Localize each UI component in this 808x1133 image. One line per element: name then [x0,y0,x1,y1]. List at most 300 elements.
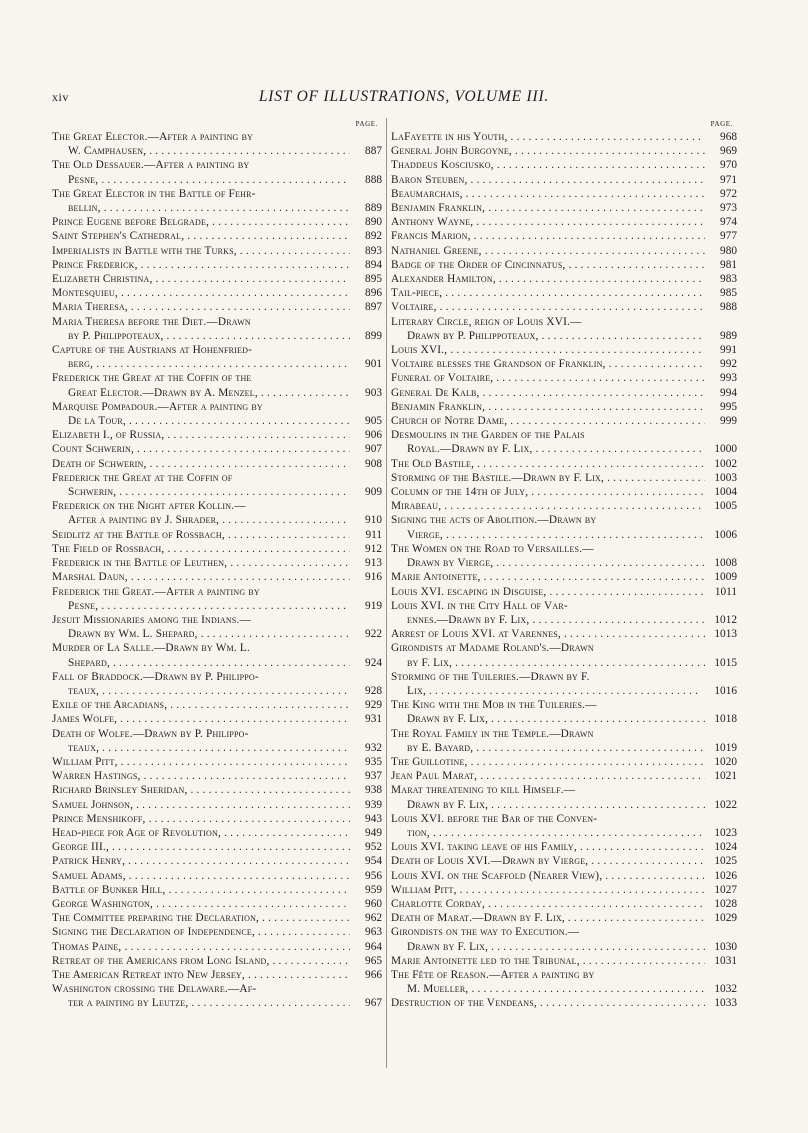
entry-title [52,499,350,527]
entry-page-number: 922 [365,628,382,641]
entry-page-number: 924 [365,656,382,669]
entry-line: berg, . . . [52,357,350,371]
entry-page-number: 1019 [714,741,737,754]
page-title: LIST OF ILLUSTRATIONS, VOLUME III. [258,88,550,105]
entry-line: Drawn by F. Lix, . . . [391,798,705,812]
list-item [391,187,737,201]
entry-line: The Committee preparing the Declaration, . . . [52,911,350,925]
list-item [52,272,382,286]
entry-title [52,130,350,158]
entry-page-number: 1031 [714,954,737,967]
list-item [391,968,737,996]
entry-page-number: 892 [365,230,382,243]
list-item [52,315,382,343]
entry-title [391,428,705,456]
entry-page-number: 973 [720,202,737,215]
entry-line: Murder of La Salle.—Drawn by Wm. L. [52,642,251,655]
entry-page-number: 970 [720,159,737,172]
entry-line: The Old Bastile, . . . [391,457,705,471]
entry-page-number: 959 [365,883,382,896]
list-item [391,130,737,144]
entry-page-number: 1028 [714,897,737,910]
list-item [52,158,382,186]
entry-title [52,783,350,797]
entry-title [391,769,705,783]
list-item [52,187,382,215]
entry-line: The Fête of Reason.—After a painting by [391,968,595,981]
list-item [52,954,382,968]
entry-line: George Washington, . . . [52,897,350,911]
entry-page-number: 983 [720,273,737,286]
entry-line: Prince Frederick, . . . [52,258,350,272]
entry-line: Thaddeus Kosciusko, . . . [391,158,705,172]
entry-line: The Guillotine, . . . [391,755,705,769]
entry-line: Marat threatening to kill Himself.— [391,784,576,797]
entry-page-number: 1006 [714,528,737,541]
entry-line: by E. Bayard, . . . [391,741,705,755]
entry-line: Louis XVI. taking leave of his Family, . . . [391,840,705,854]
list-item [52,258,382,272]
entry-page-number: 991 [720,344,737,357]
entry-page-number: 890 [365,216,382,229]
entry-page-number: 1020 [714,755,737,768]
entry-title [391,343,705,357]
list-item [391,996,737,1010]
entry-line: Pesne, . . . [52,599,350,613]
list-item [391,854,737,868]
entry-page-number: 1023 [714,826,737,839]
entry-line: Exile of the Arcadians, . . . [52,698,350,712]
list-item [52,670,382,698]
entry-page-number: 911 [365,528,382,541]
entry-title [52,940,350,954]
entry-title [391,897,705,911]
list-item [52,229,382,243]
entry-title [391,954,705,968]
entry-line: Maria Theresa, . . . [52,300,350,314]
entry-line: Column of the 14th of July, . . . [391,485,705,499]
entry-title [52,840,350,854]
list-item [52,471,382,499]
list-item [391,727,737,755]
entry-title [391,286,705,300]
page-column-label: PAGE. [355,120,378,128]
list-item [391,670,737,698]
entry-title [52,641,350,669]
entry-line: The Royal Family in the Temple.—Drawn [391,727,594,740]
list-item [52,982,382,1010]
entry-title [52,670,350,698]
entry-page-number: 913 [365,557,382,570]
page-header [40,88,768,110]
entry-line: Louis XVI. before the Bar of the Conven- [391,812,598,825]
entry-page-number: 1025 [714,855,737,868]
entry-title [52,343,350,371]
entry-title [52,300,350,314]
entry-line: Louis XVI. in the City Hall of Var- [391,599,568,612]
entry-page-number: 907 [365,443,382,456]
entry-title [52,400,350,428]
entry-title [391,925,705,953]
list-item [391,357,737,371]
list-item [391,499,737,513]
list-item [52,244,382,258]
entry-line: Elizabeth I., of Russia, . . . [52,428,350,442]
entry-line: Anthony Wayne, . . . [391,215,705,229]
list-item [52,698,382,712]
entry-page-number: 993 [720,372,737,385]
list-item [52,542,382,556]
list-item [391,371,737,385]
entry-page-number: 974 [720,216,737,229]
page-column-label: PAGE. [710,120,733,128]
entry-line: Prince Eugene before Belgrade, . . . [52,215,350,229]
entry-page-number: 1016 [714,684,737,697]
entry-title [52,585,350,613]
entry-title [52,570,350,584]
list-item [52,840,382,854]
entry-title [52,371,350,399]
entry-title [52,698,350,712]
entry-title [391,229,705,243]
entry-line: Louis XVI., . . . [391,343,705,357]
list-item [52,812,382,826]
list-item [52,783,382,797]
entry-page-number: 1005 [714,500,737,513]
entry-line: The King with the Mob in the Tuileries.— [391,699,597,712]
entry-line: The American Retreat into New Jersey, . . . [52,968,350,982]
list-item [391,201,737,215]
entry-page-number: 1029 [714,912,737,925]
list-item [52,613,382,641]
entry-line: Count Schwerin, . . . [52,442,350,456]
entry-page-number: 910 [365,514,382,527]
list-item [391,513,737,541]
list-item [52,371,382,399]
entry-title [391,414,705,428]
entry-line: The Old Dessauer.—After a painting by [52,159,250,172]
entry-title [391,201,705,215]
list-item [391,769,737,783]
list-item [391,840,737,854]
entry-title [391,698,705,726]
entry-line: William Pitt, . . . [391,883,705,897]
entry-title [52,158,350,186]
entry-line: Badge of the Order of Cincinnatus, . . . [391,258,705,272]
entry-line: Francis Marion, . . . [391,229,705,243]
entry-line: Church of Notre Dame, . . . [391,414,705,428]
entry-title [391,158,705,172]
entry-title [52,244,350,258]
list-item [52,442,382,456]
entry-title [391,670,705,698]
list-item [391,869,737,883]
entry-line: Louis XVI. escaping in Disguise, . . . [391,585,705,599]
entry-title [52,869,350,883]
list-item [52,286,382,300]
entry-title [52,812,350,826]
entry-title [391,471,705,485]
list-item [391,471,737,485]
entry-page-number: 980 [720,244,737,257]
entry-title [52,613,350,641]
entry-line: The Field of Rossbach, . . . [52,542,350,556]
entry-page-number: 1009 [714,571,737,584]
list-item [52,798,382,812]
entry-line: Charlotte Corday, . . . [391,897,705,911]
entry-line: Alexander Hamilton, . . . [391,272,705,286]
list-item [52,130,382,158]
entry-page-number: 905 [365,415,382,428]
entry-line: Death of Wolfe.—Drawn by P. Philippo- [52,727,249,740]
list-item [391,229,737,243]
entry-line: Prince Menshikoff, . . . [52,812,350,826]
list-item [391,570,737,584]
entry-title [52,755,350,769]
entry-line: Destruction of the Vendeans, . . . [391,996,705,1010]
list-item [52,585,382,613]
entry-line: tion, . . . [391,826,705,840]
list-item [52,769,382,783]
entry-line: Marie Antoinette led to the Tribunal, . . . [391,954,705,968]
entry-line: Saint Stephen's Cathedral, . . . [52,229,350,243]
list-item [52,528,382,542]
entry-line: Seidlitz at the Battle of Rossbach, . . . [52,528,350,542]
entry-page-number: 932 [365,741,382,754]
list-item [52,641,382,669]
entry-title [391,173,705,187]
list-item [391,542,737,570]
list-item [391,812,737,840]
entry-line: Mirabeau, . . . [391,499,705,513]
entry-line: Patrick Henry, . . . [52,854,350,868]
entry-line: General De Kalb, . . . [391,386,705,400]
list-item [391,883,737,897]
entry-page-number: 968 [720,131,737,143]
list-item [391,300,737,314]
entry-title [52,954,350,968]
entry-line: Benjamin Franklin, . . . [391,201,705,215]
entry-line: General John Burgoyne, . . . [391,144,705,158]
list-item [391,173,737,187]
list-item [52,854,382,868]
entry-page-number: 1026 [714,869,737,882]
entry-page-number: 909 [365,486,382,499]
list-item [52,897,382,911]
entry-page-number: 949 [365,826,382,839]
list-item [391,783,737,811]
list-item [52,883,382,897]
entry-page-number: 977 [720,230,737,243]
entry-line: Capture of the Austrians at Hohenfried- [52,344,253,357]
entry-title [391,357,705,371]
entry-title [52,428,350,442]
entry-page-number: 939 [365,798,382,811]
entry-page-number: 964 [365,940,382,953]
entry-line: Voltaire, . . . [391,300,705,314]
entry-page-number: 1008 [714,557,737,570]
list-item [391,400,737,414]
entry-page-number: 897 [365,301,382,314]
entry-title [391,513,705,541]
entry-line: Fall of Braddock.—Drawn by P. Philippo- [52,670,259,683]
entry-line: Frederick the Great at the Coffin of the [52,372,252,385]
entry-page-number: 935 [365,755,382,768]
entry-page-number: 1021 [714,770,737,783]
entry-title [391,187,705,201]
entry-line: Jean Paul Marat, . . . [391,769,705,783]
entry-list-left [52,130,382,1011]
entry-title [391,371,705,385]
entry-page-number: 887 [365,145,382,158]
entry-line: Battle of Bunker Hill, . . . [52,883,350,897]
entry-page-number: 1024 [714,841,737,854]
entry-line: Girondists at Madame Roland's.—Drawn [391,642,594,655]
entry-page-number: 1002 [714,457,737,470]
entry-line: Drawn by Vierge, . . . [391,556,705,570]
list-item [52,925,382,939]
entry-line: Tail-piece, . . . [391,286,705,300]
list-item [391,925,737,953]
entry-page-number: 1012 [714,613,737,626]
entry-line: teaux, . . . [52,684,350,698]
list-item [391,158,737,172]
list-item [52,755,382,769]
entry-line: Marquise Pompadour.—After a painting by [52,400,263,413]
entry-line: Girondists on the way to Execution.— [391,926,580,939]
entry-page-number: 929 [365,699,382,712]
entry-title [52,471,350,499]
list-item [391,457,737,471]
entry-title [52,854,350,868]
entry-page-number: 895 [365,273,382,286]
entry-line: Beaumarchais, . . . [391,187,705,201]
entry-title [391,457,705,471]
entry-line: Vierge, . . . [391,528,705,542]
entry-line: bellin, . . . [52,201,350,215]
entry-line: Louis XVI. on the Scaffold (Nearer View), . . . [391,869,705,883]
list-item [391,315,737,343]
entry-page-number: 1013 [714,628,737,641]
entry-page-number: 963 [365,926,382,939]
entry-line: ennes.—Drawn by F. Lix, . . . [391,613,705,627]
entry-line: Marie Antoinette, . . . [391,570,705,584]
entry-title [52,982,350,1010]
entry-line: Signing the Declaration of Independence, . . . [52,925,350,939]
entry-title [52,528,350,542]
entry-line: Pesne, . . . [52,173,350,187]
entry-line: Literary Circle, reign of Louis XVI.— [391,315,582,328]
entry-page-number: 943 [365,812,382,825]
list-item [391,343,737,357]
entry-page-number: 899 [365,329,382,342]
entry-title [391,570,705,584]
list-item [391,585,737,599]
list-item [391,485,737,499]
list-item [391,258,737,272]
entry-title [391,258,705,272]
entry-title [391,911,705,925]
entry-line: James Wolfe, . . . [52,712,350,726]
entry-title [391,485,705,499]
entry-page-number: 919 [365,599,382,612]
entry-line: Death of Louis XVI.—Drawn by Vierge, . . . [391,854,705,868]
entry-title [391,244,705,258]
entry-title [52,187,350,215]
entry-page-number: 1003 [714,471,737,484]
entry-line: Jesuit Missionaries among the Indians.— [52,613,251,626]
entry-title [52,215,350,229]
entry-page-number: 992 [720,358,737,371]
list-item [52,712,382,726]
entry-page-number: 967 [365,997,382,1010]
entry-title [391,144,705,158]
entry-line: Funeral of Voltaire, . . . [391,371,705,385]
entry-title [52,229,350,243]
list-item [52,911,382,925]
entry-page-number: 1015 [714,656,737,669]
entry-title [52,911,350,925]
entry-title [391,883,705,897]
list-item [391,144,737,158]
entry-title [391,783,705,811]
entry-line: The Great Elector.—After a painting by [52,131,254,143]
list-item [391,244,737,258]
entry-title [52,826,350,840]
list-item [391,215,737,229]
list-item [52,826,382,840]
entry-page-number: 1018 [714,713,737,726]
entry-title [391,400,705,414]
entry-page-number: 1000 [714,443,737,456]
entry-title [52,925,350,939]
entry-line: George III., . . . [52,840,350,854]
list-item [391,698,737,726]
list-item [52,968,382,982]
entry-page-number: 995 [720,400,737,413]
entry-page-number: 989 [720,329,737,342]
entry-line: Marshal Daun, . . . [52,570,350,584]
entry-page-number: 972 [720,187,737,200]
entry-page-number: 988 [720,301,737,314]
list-item [391,897,737,911]
list-item [52,570,382,584]
entry-line: Storming of the Tuileries.—Drawn by F. [391,670,590,683]
entry-line: Shepard, . . . [52,656,350,670]
list-item [391,911,737,925]
list-item [391,272,737,286]
entry-line: Maria Theresa before the Diet.—Drawn [52,315,251,328]
entry-line: by F. Lix, . . . [391,656,705,670]
list-item [52,215,382,229]
entry-page-number: 1030 [714,940,737,953]
entry-line: Richard Brinsley Sheridan, . . . [52,783,350,797]
entry-line: Frederick in the Battle of Leuthen, . . . [52,556,350,570]
entry-title [52,712,350,726]
entry-title [391,599,705,627]
entry-line: Death of Marat.—Drawn by F. Lix, . . . [391,911,705,925]
list-item [52,727,382,755]
entry-line: Warren Hastings, . . . [52,769,350,783]
entry-line: Desmoulins in the Garden of the Palais [391,429,585,442]
entry-page-number: 999 [720,415,737,428]
entry-page-number: 1033 [714,997,737,1010]
entry-line: Samuel Adams, . . . [52,869,350,883]
entry-page-number: 893 [365,244,382,257]
illustrations-column-right [386,118,737,1068]
list-item [391,954,737,968]
entry-line: Death of Schwerin, . . . [52,457,350,471]
